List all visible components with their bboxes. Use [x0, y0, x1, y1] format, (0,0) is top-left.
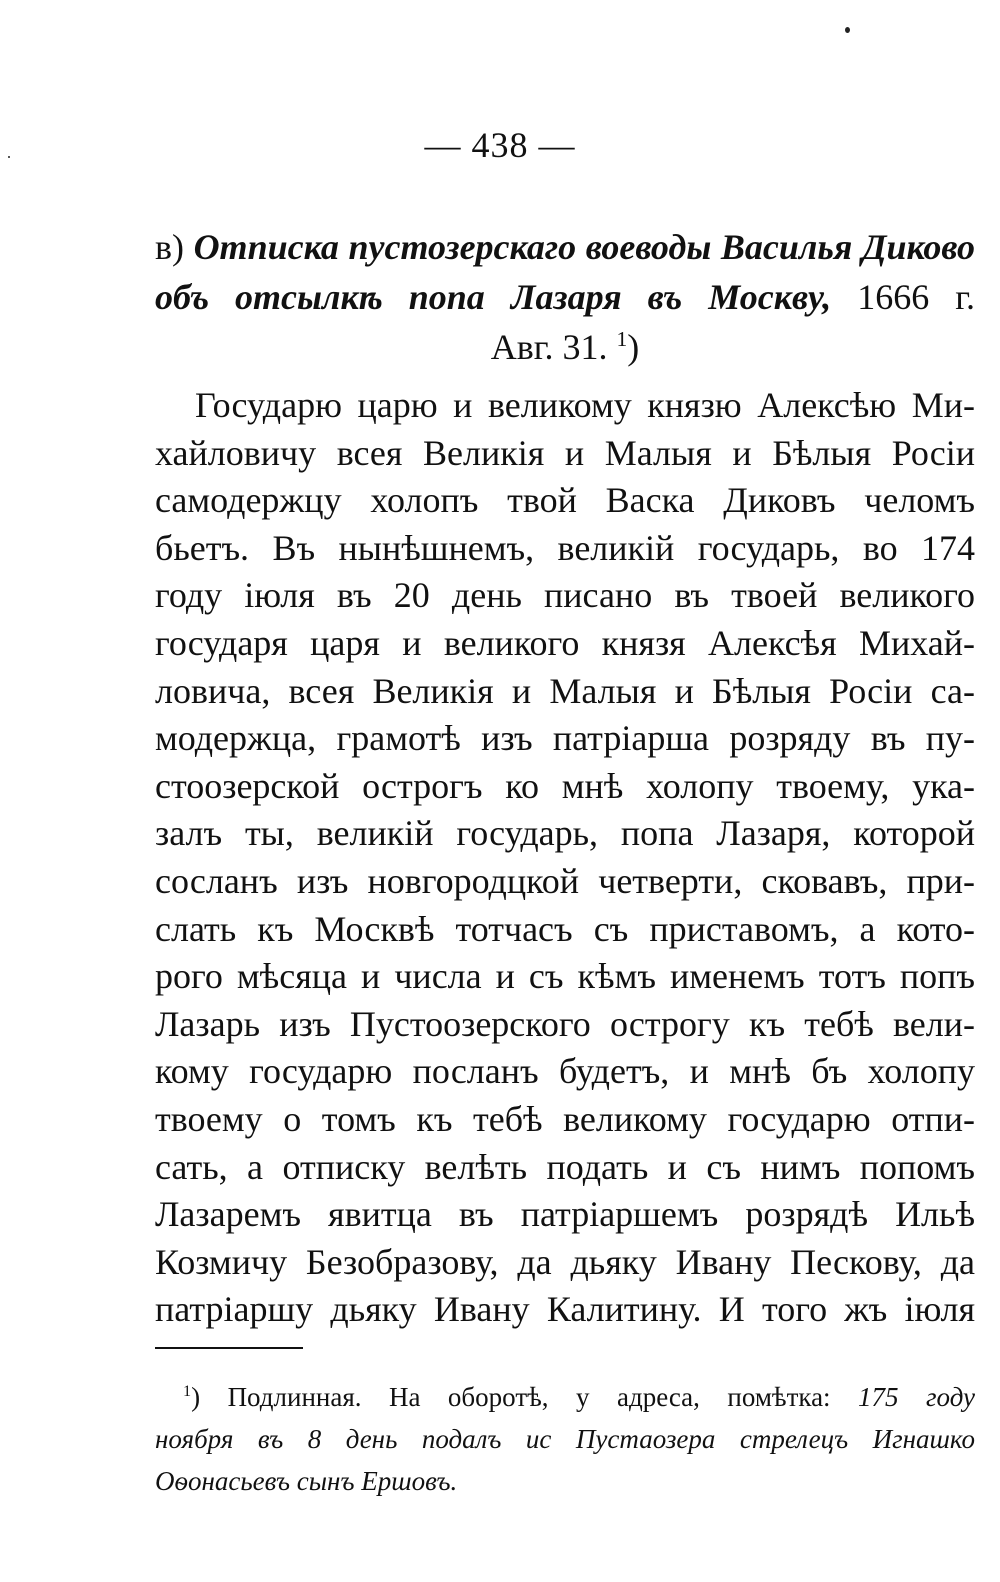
page-number: — 438 —	[424, 125, 576, 165]
body-line: кому государю посланъ будетъ, и мнѣ бъ холопу	[155, 1051, 975, 1092]
document-body	[155, 382, 975, 1334]
footnote-annotation-start: 175 году	[858, 1382, 975, 1412]
body-line: самодержцу холопъ твой Васка Диковъ челомъ	[155, 480, 975, 521]
heading-prefix: в)	[155, 227, 194, 267]
heading-title-part-2: объ отсылкѣ попа Лазаря въ Москву,	[155, 277, 832, 317]
body-line: сосланъ изъ новгородцкой четверти, сковавъ, при-	[155, 860, 975, 901]
body-line: слать къ Москвѣ тотчасъ съ приставомъ, а кото-	[155, 908, 975, 949]
section-heading	[155, 222, 975, 372]
footnote-reference-close: )	[627, 327, 640, 367]
footnote-annotation-end: Оѳонасьевъ сынъ Ершовъ.	[155, 1466, 458, 1496]
body-line: государя царя и великого князя Алексѣя Михай-	[155, 622, 975, 663]
body-line: патріаршу дьяку Ивану Калитину. И того жъ іюля	[155, 1289, 975, 1330]
heading-date: Авг. 31.	[490, 327, 608, 367]
body-line: Лазарь изъ Пустоозерского острогу къ тебѣ вели-	[155, 1003, 975, 1044]
print-speck	[845, 27, 850, 33]
footnote-reference: 1	[616, 327, 628, 351]
heading-line-1	[155, 222, 975, 272]
body-line: ловича, всея Великія и Малыя и Бѣлыя Росіи са-	[155, 670, 975, 711]
body-line: году іюля въ 20 день писано въ твоей великого	[155, 575, 975, 616]
body-line: стоозерской острогъ ко мнѣ холопу твоему, ука-	[155, 765, 975, 806]
body-line: залъ ты, великій государь, попа Лазаря, которой	[155, 813, 975, 854]
body-line: хайловичу всея Великія и Малыя и Бѣлыя Росіи	[155, 432, 975, 473]
body-line: твоему о томъ къ тебѣ великому государю отпи-	[155, 1098, 975, 1139]
body-line: сать, а отписку велѣть подать и съ нимъ попомъ	[155, 1146, 975, 1187]
footnote-mark: 1	[183, 1382, 192, 1400]
body-line: бьетъ. Въ нынѣшнемъ, великій государь, во 174	[155, 527, 975, 568]
footnote-line-2	[155, 1418, 975, 1460]
footnote-line-1	[155, 1376, 975, 1418]
footnote	[155, 1376, 975, 1502]
footnote-text: ) Подлинная. На оборотѣ, у адреса, помѣтка:	[191, 1382, 859, 1412]
body-line: Лазаремъ явитца въ патріаршемъ розрядѣ Ильѣ	[155, 1194, 975, 1235]
heading-line-2	[155, 272, 975, 322]
body-line: модержца, грамотѣ изъ патріарша розряду въ пу-	[155, 718, 975, 759]
footnote-annotation: ноября въ 8 день подалъ ис Пустаозера стрелецъ Игнашко	[155, 1424, 975, 1454]
body-line: Государю царю и великому князю Алексѣю Ми-	[195, 385, 975, 425]
footnote-divider	[155, 1347, 303, 1349]
heading-line-3	[155, 322, 975, 372]
footnote-line-3	[155, 1460, 975, 1502]
heading-title-part-1: Отписка пустозерскаго воеводы Василья Диково	[193, 227, 975, 267]
body-line: рого мѣсяца и числа и съ кѣмъ именемъ тотъ попъ	[155, 956, 975, 997]
heading-year: 1666 г.	[831, 277, 975, 317]
body-line: Козмичу Безобразову, да дьяку Ивану Пескову, да	[155, 1241, 975, 1282]
